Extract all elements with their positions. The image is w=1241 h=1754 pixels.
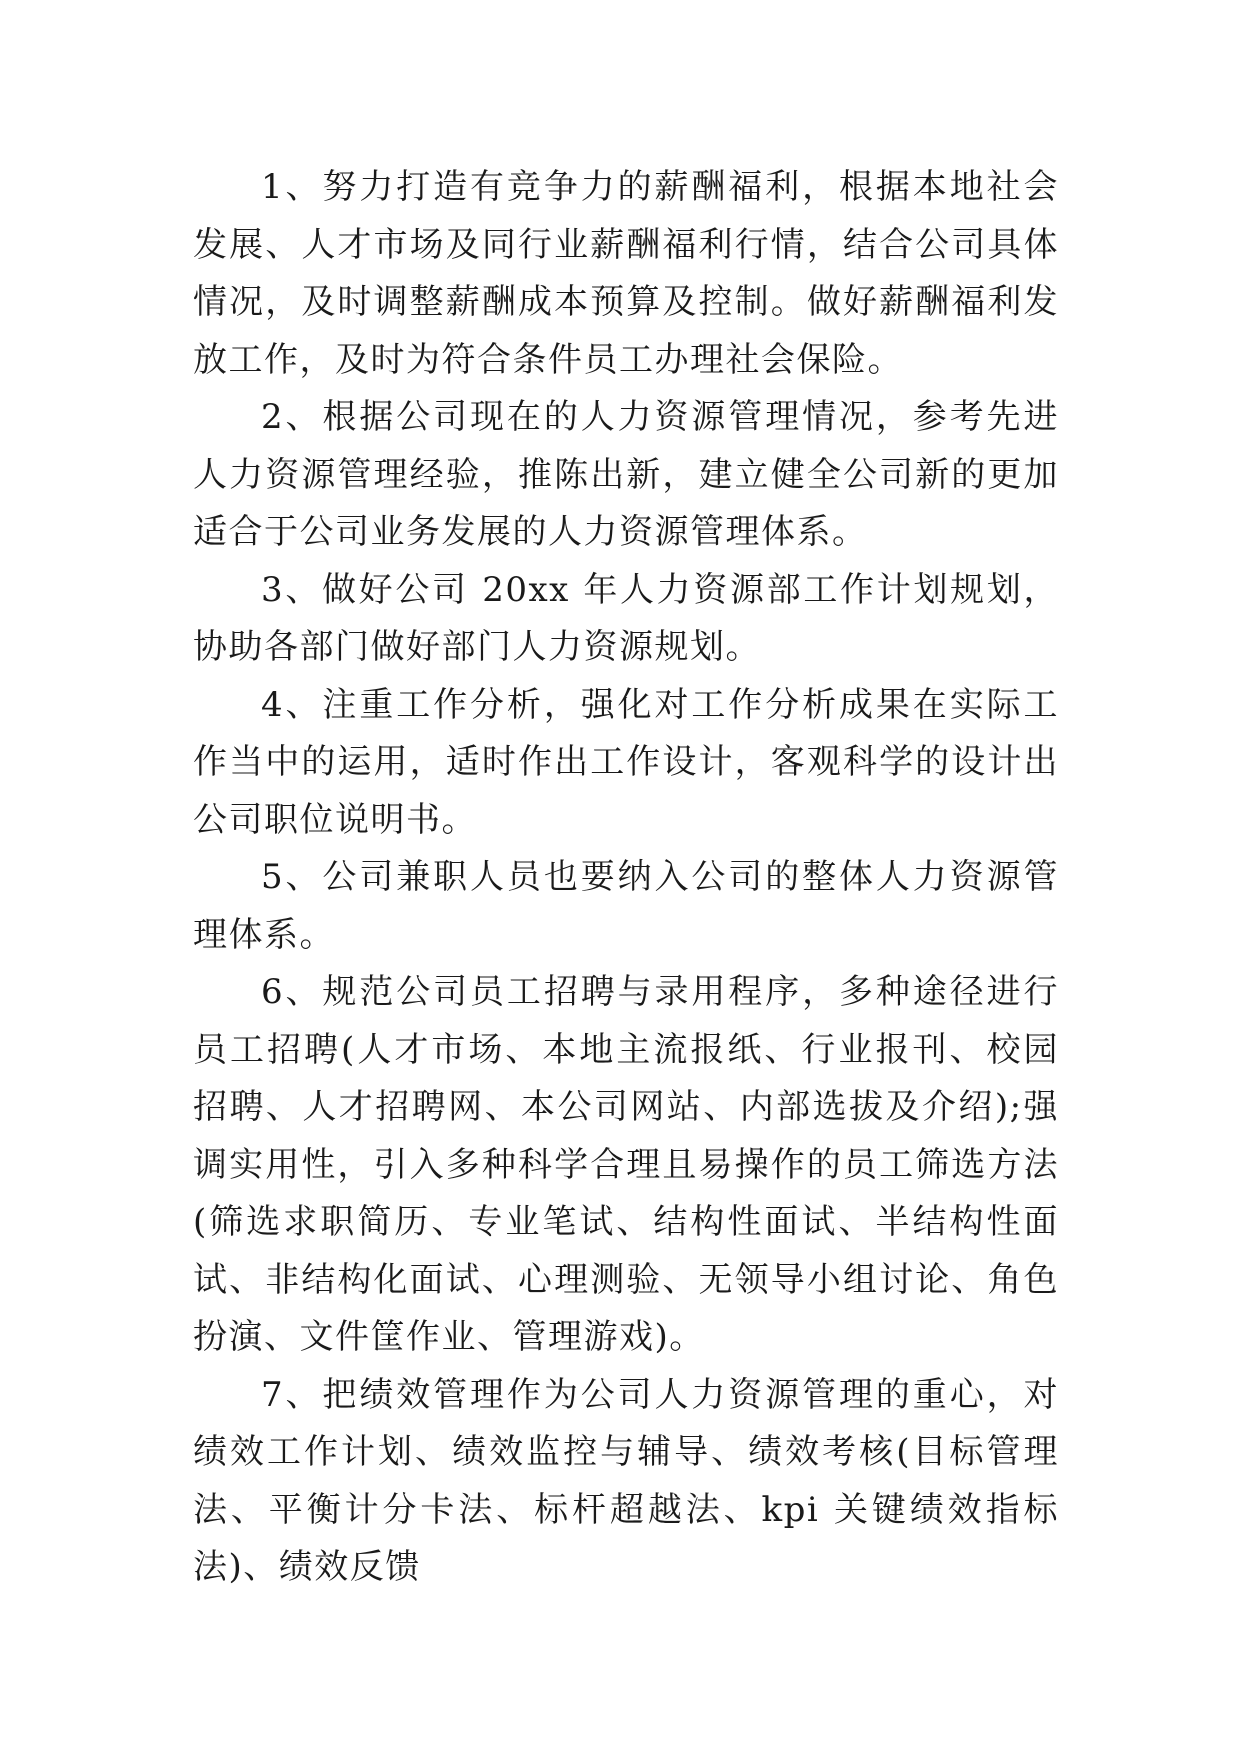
document-body — [193, 159, 1059, 1597]
paragraph-7: 7、把绩效管理作为公司人力资源管理的重心，对绩效工作计划、绩效监控与辅导、绩效考核(目标管理法、平衡计分卡法、标杆超越法、kpi 关键绩效指标法)、绩效反馈 — [193, 1374, 1059, 1587]
paragraph-5: 5、公司兼职人员也要纳入公司的整体人力资源管理体系。 — [193, 857, 1059, 955]
paragraph-3: 3、做好公司 20xx 年人力资源部工作计划规划，协助各部门做好部门人力资源规划。 — [193, 569, 1059, 667]
paragraph-6: 6、规范公司员工招聘与录用程序，多种途径进行员工招聘(人才市场、本地主流报纸、行业报刊、校园招聘、人才招聘网、本公司网站、内部选拔及介绍);强调实用性，引入多种科学合理且易操作的员工筛选方法(筛选求职简历、专业笔试、结构性面试、半结构性面试、非结构化面试、心理测验、无领导小组讨论、角色扮演、文件筐作业、管理游戏)。 — [193, 972, 1059, 1357]
paragraph-1: 1、努力打造有竞争力的薪酬福利，根据本地社会发展、人才市场及同行业薪酬福利行情，结合公司具体情况，及时调整薪酬成本预算及控制。做好薪酬福利发放工作，及时为符合条件员工办理社会保险。 — [193, 167, 1059, 380]
paragraph-2: 2、根据公司现在的人力资源管理情况，参考先进人力资源管理经验，推陈出新，建立健全公司新的更加适合于公司业务发展的人力资源管理体系。 — [193, 397, 1059, 552]
paragraph-4: 4、注重工作分析，强化对工作分析成果在实际工作当中的运用，适时作出工作设计，客观科学的设计出公司职位说明书。 — [193, 684, 1059, 840]
